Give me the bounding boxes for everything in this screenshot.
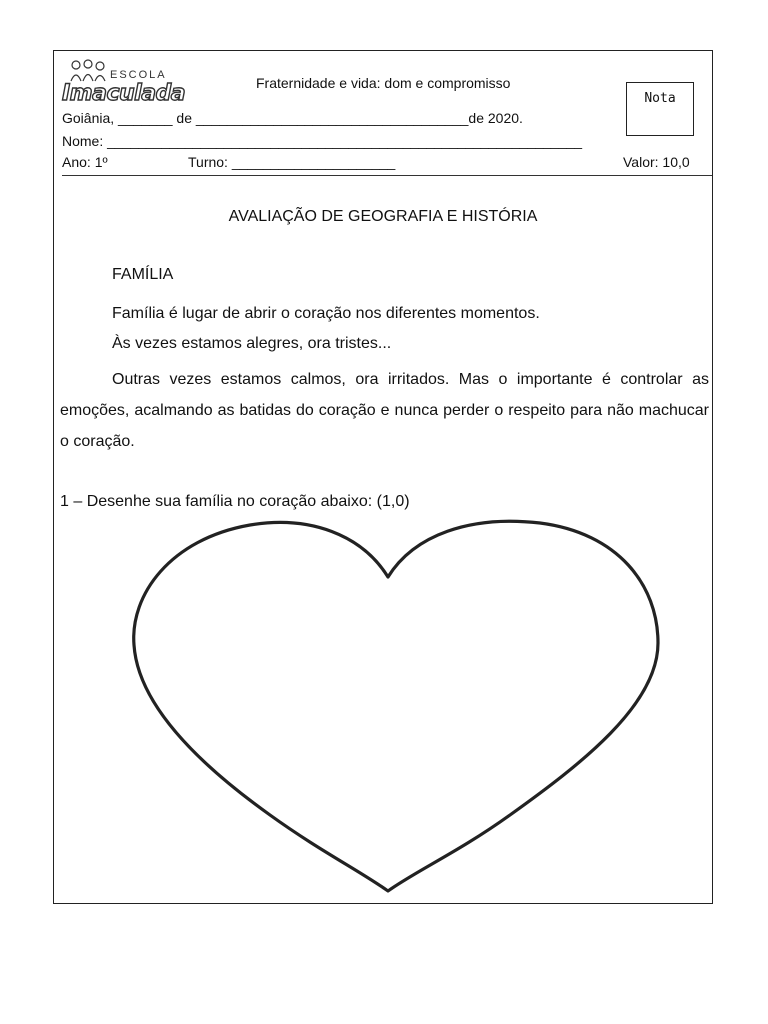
grade-year: Ano: 1º xyxy=(62,154,108,170)
paragraph-3: Outras vezes estamos calmos, ora irritados. Mas o importante é controlar as emoções, acalmando as batidas do coração e nunca perder o respeito para não machucar o coração. xyxy=(60,371,709,450)
date-field[interactable]: Goiânia, _______ de ___________________________________de 2020. xyxy=(62,110,523,126)
shift-field[interactable]: Turno: _____________________ xyxy=(188,154,396,170)
question-1: 1 – Desenhe sua família no coração abaixo: (1,0) xyxy=(60,493,410,510)
heart-outline-icon[interactable] xyxy=(130,515,662,895)
school-motto: Fraternidade e vida: dom e compromisso xyxy=(256,75,511,91)
worksheet-frame xyxy=(53,50,713,904)
header-divider xyxy=(62,175,712,176)
grade-label: Nota xyxy=(644,91,676,106)
logo-escola-text: ESCOLA xyxy=(110,69,167,81)
school-logo xyxy=(62,57,186,106)
logo-school-name: Imaculada xyxy=(62,81,186,106)
section-title: FAMÍLIA xyxy=(112,266,174,283)
page-title: AVALIAÇÃO DE GEOGRAFIA E HISTÓRIA xyxy=(228,208,538,225)
name-field[interactable]: Nome: _____________________________________________________________ xyxy=(62,133,583,149)
paragraph-2: Às vezes estamos alegres, ora tristes... xyxy=(112,335,392,352)
paragraph-1: Família é lugar de abrir o coração nos diferentes momentos. xyxy=(112,305,540,322)
grade-box xyxy=(626,82,694,136)
score-value: Valor: 10,0 xyxy=(623,154,690,170)
